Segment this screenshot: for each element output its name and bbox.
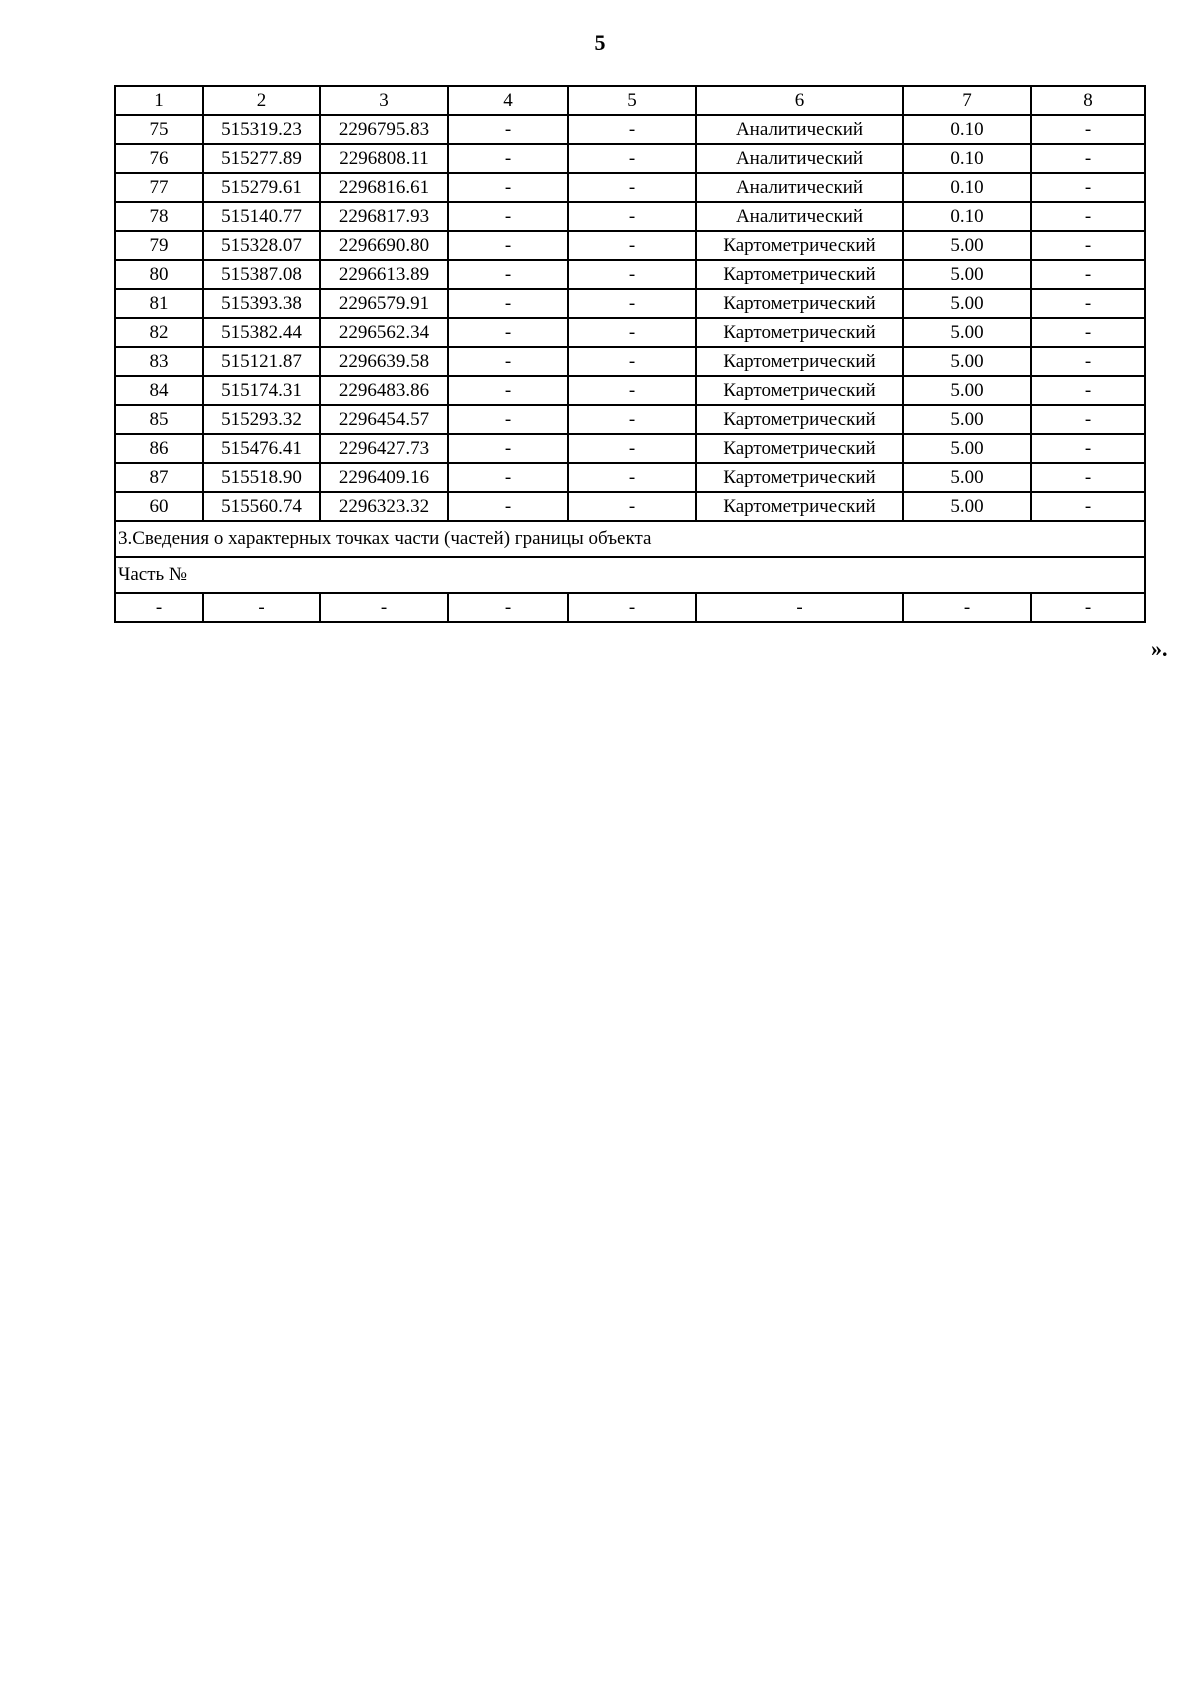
table-cell: 2296427.73 xyxy=(320,434,448,463)
table-cell: Аналитический xyxy=(696,202,903,231)
table-cell: - xyxy=(568,115,696,144)
table-cell: Картометрический xyxy=(696,492,903,521)
header-cell: 6 xyxy=(696,86,903,115)
table-cell: 515279.61 xyxy=(203,173,320,202)
table-row xyxy=(115,463,1145,492)
table-cell: 5.00 xyxy=(903,347,1031,376)
header-cell: 4 xyxy=(448,86,568,115)
table-cell: 83 xyxy=(115,347,203,376)
table-cell: - xyxy=(448,231,568,260)
table-cell: 515328.07 xyxy=(203,231,320,260)
table-cell: Картометрический xyxy=(696,318,903,347)
table-cell: - xyxy=(568,347,696,376)
table-cell: - xyxy=(448,318,568,347)
table-cell: 2296409.16 xyxy=(320,463,448,492)
table-cell: - xyxy=(1031,492,1145,521)
table-cell: - xyxy=(568,492,696,521)
table-cell: 2296639.58 xyxy=(320,347,448,376)
table-row xyxy=(115,260,1145,289)
table-cell: - xyxy=(696,593,903,622)
table-row xyxy=(115,318,1145,347)
table-cell: - xyxy=(568,405,696,434)
table-cell: - xyxy=(1031,434,1145,463)
table-cell: - xyxy=(568,593,696,622)
table-row xyxy=(115,289,1145,318)
table-cell: 5.00 xyxy=(903,289,1031,318)
table-cell: 77 xyxy=(115,173,203,202)
table-cell: Картометрический xyxy=(696,231,903,260)
table-cell: 515387.08 xyxy=(203,260,320,289)
table-row xyxy=(115,115,1145,144)
table-cell: - xyxy=(1031,289,1145,318)
table-cell: Аналитический xyxy=(696,144,903,173)
table-row xyxy=(115,202,1145,231)
table-cell: - xyxy=(1031,144,1145,173)
table-cell: 60 xyxy=(115,492,203,521)
part-label-row xyxy=(115,557,1145,593)
table-cell: 2296323.32 xyxy=(320,492,448,521)
table-cell: - xyxy=(448,115,568,144)
table-cell: Аналитический xyxy=(696,115,903,144)
part-data-row xyxy=(115,593,1145,622)
table-cell: - xyxy=(1031,260,1145,289)
table-cell: - xyxy=(448,202,568,231)
part-label: Часть № xyxy=(115,557,1145,593)
table-cell: - xyxy=(448,173,568,202)
table-cell: 0.10 xyxy=(903,144,1031,173)
header-cell: 8 xyxy=(1031,86,1145,115)
table-cell: - xyxy=(1031,318,1145,347)
table-cell: 515293.32 xyxy=(203,405,320,434)
table-cell: 2296817.93 xyxy=(320,202,448,231)
table-cell: 2296795.83 xyxy=(320,115,448,144)
table-cell: 2296613.89 xyxy=(320,260,448,289)
table-row xyxy=(115,231,1145,260)
table-cell: - xyxy=(448,347,568,376)
table-cell: - xyxy=(1031,115,1145,144)
table-cell: - xyxy=(568,202,696,231)
closing-quote-mark: ». xyxy=(1151,636,1168,661)
page-number: 5 xyxy=(594,30,606,55)
table-cell: 75 xyxy=(115,115,203,144)
table-cell: - xyxy=(1031,231,1145,260)
table-cell: - xyxy=(448,260,568,289)
table-cell: - xyxy=(448,289,568,318)
table-cell: 76 xyxy=(115,144,203,173)
table-cell: Картометрический xyxy=(696,289,903,318)
table-cell: - xyxy=(115,593,203,622)
table-cell: Картометрический xyxy=(696,347,903,376)
table-cell: - xyxy=(448,376,568,405)
table-cell: - xyxy=(1031,463,1145,492)
table-cell: - xyxy=(448,144,568,173)
table-cell: 82 xyxy=(115,318,203,347)
table-cell: - xyxy=(1031,173,1145,202)
table-cell: 5.00 xyxy=(903,463,1031,492)
header-cell: 5 xyxy=(568,86,696,115)
table-cell: 5.00 xyxy=(903,434,1031,463)
table-cell: Картометрический xyxy=(696,376,903,405)
table-cell: 515319.23 xyxy=(203,115,320,144)
table-cell: - xyxy=(568,376,696,405)
table-cell: 85 xyxy=(115,405,203,434)
table-cell: Картометрический xyxy=(696,434,903,463)
section-title-row xyxy=(115,521,1145,557)
table-cell: - xyxy=(1031,376,1145,405)
table-cell: - xyxy=(1031,202,1145,231)
table-row xyxy=(115,405,1145,434)
table-cell: 81 xyxy=(115,289,203,318)
table-cell: 84 xyxy=(115,376,203,405)
table-cell: 2296562.34 xyxy=(320,318,448,347)
table-header-row xyxy=(115,86,1145,115)
table-cell: - xyxy=(1031,347,1145,376)
table-cell: Картометрический xyxy=(696,260,903,289)
table-cell: - xyxy=(448,405,568,434)
section-title: 3.Сведения о характерных точках части (частей) границы объекта xyxy=(115,521,1145,557)
table-cell: 78 xyxy=(115,202,203,231)
table-cell: 515393.38 xyxy=(203,289,320,318)
table-row xyxy=(115,492,1145,521)
table-cell: Аналитический xyxy=(696,173,903,202)
table-cell: 2296808.11 xyxy=(320,144,448,173)
table-cell: - xyxy=(568,463,696,492)
table-cell: 2296483.86 xyxy=(320,376,448,405)
table-cell: 0.10 xyxy=(903,173,1031,202)
table-row xyxy=(115,144,1145,173)
table-cell: 79 xyxy=(115,231,203,260)
table-cell: - xyxy=(448,434,568,463)
table-cell: 515382.44 xyxy=(203,318,320,347)
table-cell: 87 xyxy=(115,463,203,492)
table-row xyxy=(115,347,1145,376)
table-cell: Картометрический xyxy=(696,405,903,434)
table-cell: - xyxy=(568,434,696,463)
table-cell: - xyxy=(448,463,568,492)
table-cell: 5.00 xyxy=(903,405,1031,434)
table-cell: 2296454.57 xyxy=(320,405,448,434)
table-cell: 515277.89 xyxy=(203,144,320,173)
table-cell: - xyxy=(448,492,568,521)
table-cell: 5.00 xyxy=(903,492,1031,521)
table-cell: - xyxy=(568,173,696,202)
table-cell: Картометрический xyxy=(696,463,903,492)
table-row xyxy=(115,434,1145,463)
table-body xyxy=(115,86,1145,622)
table-cell: 0.10 xyxy=(903,115,1031,144)
table-cell: - xyxy=(448,593,568,622)
table-cell: - xyxy=(320,593,448,622)
coordinates-table xyxy=(114,85,1146,623)
table-cell: - xyxy=(903,593,1031,622)
table-cell: - xyxy=(568,260,696,289)
header-cell: 7 xyxy=(903,86,1031,115)
table-cell: 5.00 xyxy=(903,231,1031,260)
table-cell: 0.10 xyxy=(903,202,1031,231)
table-cell: 515140.77 xyxy=(203,202,320,231)
table-cell: 2296816.61 xyxy=(320,173,448,202)
table-cell: 86 xyxy=(115,434,203,463)
table-cell: 2296579.91 xyxy=(320,289,448,318)
table-cell: 515121.87 xyxy=(203,347,320,376)
table-cell: - xyxy=(568,289,696,318)
table-cell: 515476.41 xyxy=(203,434,320,463)
table-cell: 5.00 xyxy=(903,318,1031,347)
table-cell: 515518.90 xyxy=(203,463,320,492)
table-row xyxy=(115,173,1145,202)
table-cell: - xyxy=(1031,593,1145,622)
table-row xyxy=(115,376,1145,405)
table-cell: - xyxy=(203,593,320,622)
header-cell: 3 xyxy=(320,86,448,115)
table-cell: 2296690.80 xyxy=(320,231,448,260)
table-cell: - xyxy=(568,144,696,173)
header-cell: 1 xyxy=(115,86,203,115)
table-cell: 5.00 xyxy=(903,260,1031,289)
table-cell: - xyxy=(568,318,696,347)
table-cell: - xyxy=(568,231,696,260)
table-cell: 515174.31 xyxy=(203,376,320,405)
table-cell: - xyxy=(1031,405,1145,434)
table-cell: 515560.74 xyxy=(203,492,320,521)
coordinates-table-container xyxy=(114,85,1144,623)
table-cell: 80 xyxy=(115,260,203,289)
table-cell: 5.00 xyxy=(903,376,1031,405)
header-cell: 2 xyxy=(203,86,320,115)
